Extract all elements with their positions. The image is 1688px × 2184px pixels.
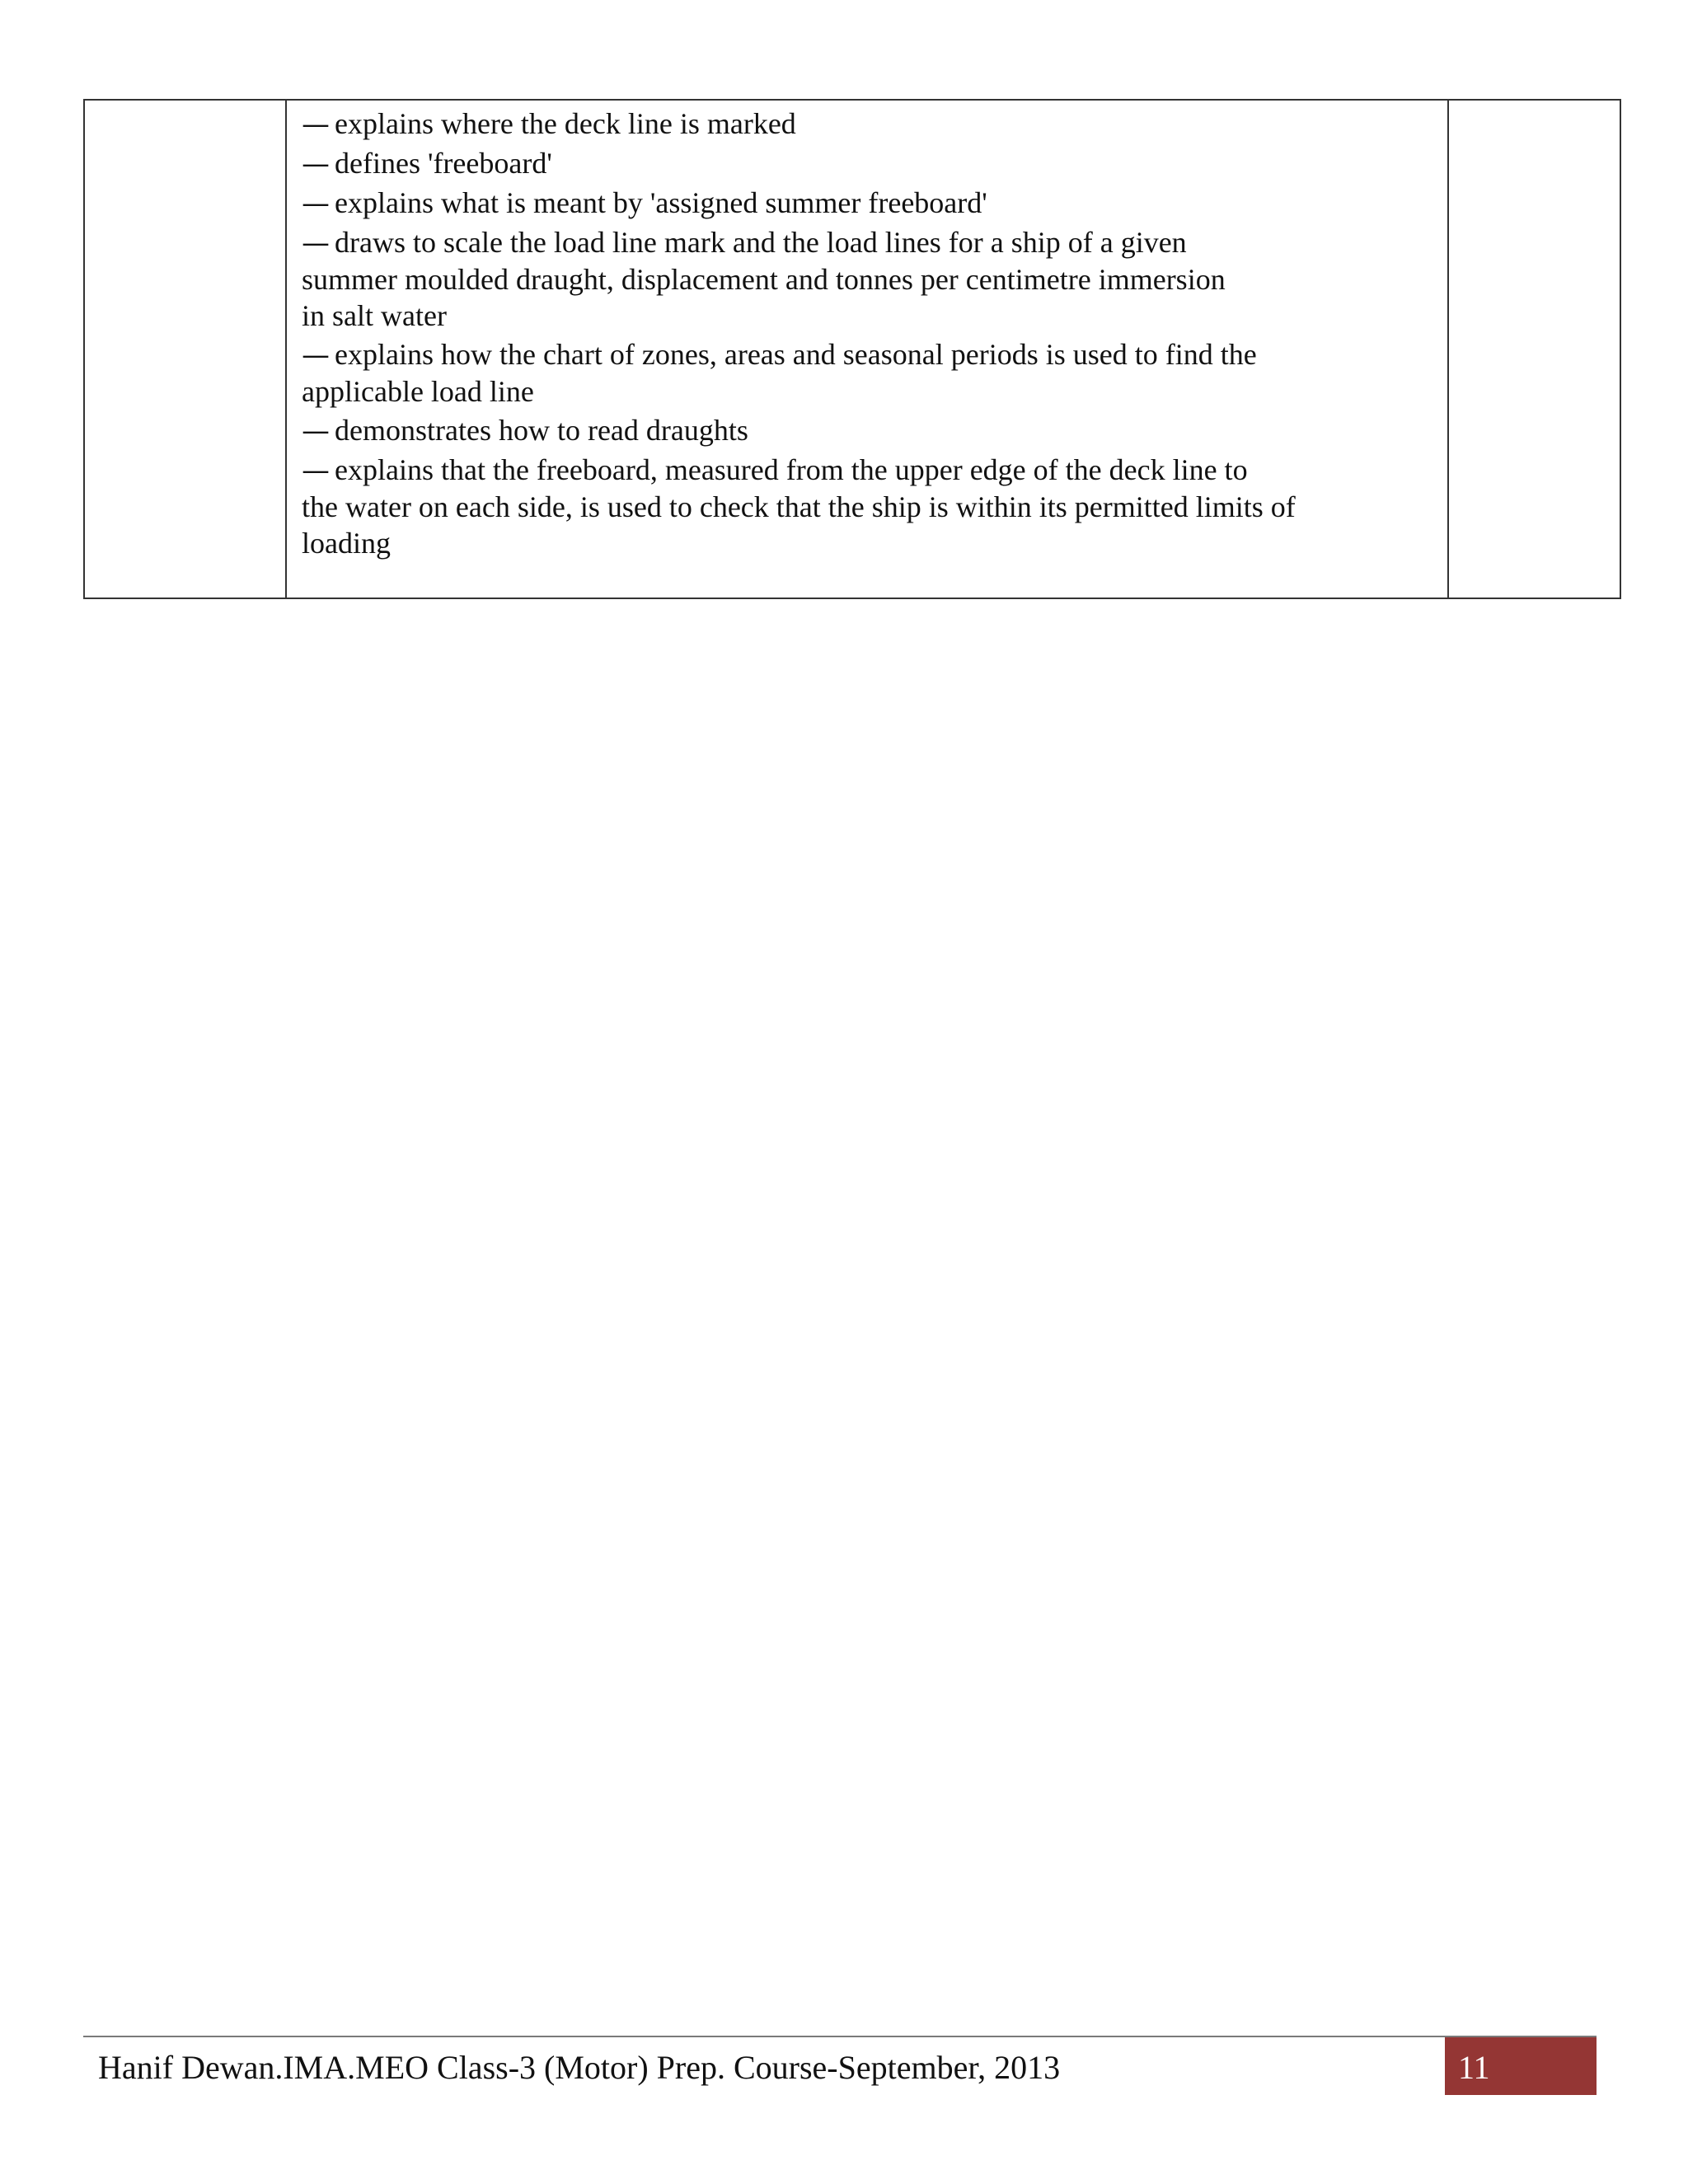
list-item-text: demonstrates how to read draughts (335, 414, 748, 447)
dash-bullet: — (302, 148, 330, 180)
dash-bullet: — (302, 339, 330, 372)
list-item-text: defines 'freeboard' (335, 147, 552, 180)
objectives-list (287, 101, 1447, 598)
dash-bullet: — (302, 454, 330, 487)
dash-bullet: — (302, 187, 330, 220)
list-item (302, 452, 1434, 561)
page-footer (83, 2036, 1597, 2097)
list-item-text: explains what is meant by 'assigned summer freeboard' (335, 186, 987, 219)
page-number: 11 (1458, 2049, 1490, 2086)
list-item-text: explains how the chart of zones, areas and seasonal periods is used to find the applicable load line (302, 338, 1257, 408)
list-item (302, 145, 1434, 182)
dash-bullet: — (302, 227, 330, 260)
page-number-badge (1445, 2037, 1597, 2095)
list-item (302, 412, 1434, 449)
list-item-text: explains where the deck line is marked (335, 107, 796, 140)
footer-divider (83, 2036, 1597, 2037)
list-item (302, 105, 1434, 143)
table-row (84, 100, 1620, 598)
list-item-text: explains that the freeboard, measured from the upper edge of the deck line to the water on each side, is used to check that the ship is within its permitted limits of loading (302, 453, 1296, 560)
table-cell-left (84, 100, 286, 598)
list-item (302, 224, 1434, 334)
list-item (302, 185, 1434, 222)
dash-bullet: — (302, 415, 330, 448)
list-item (302, 336, 1434, 410)
list-item-text: draws to scale the load line mark and the load lines for a ship of a given summer moulded draught, displacement and tonnes per centimetre immersion in salt water (302, 226, 1226, 332)
table-cell-right (1448, 100, 1620, 598)
table-cell-objectives (286, 100, 1448, 598)
footer-title: Hanif Dewan.IMA.MEO Class-3 (Motor) Prep. Course-September, 2013 (98, 2049, 1061, 2086)
dash-bullet: — (302, 108, 330, 141)
syllabus-table (83, 99, 1621, 599)
